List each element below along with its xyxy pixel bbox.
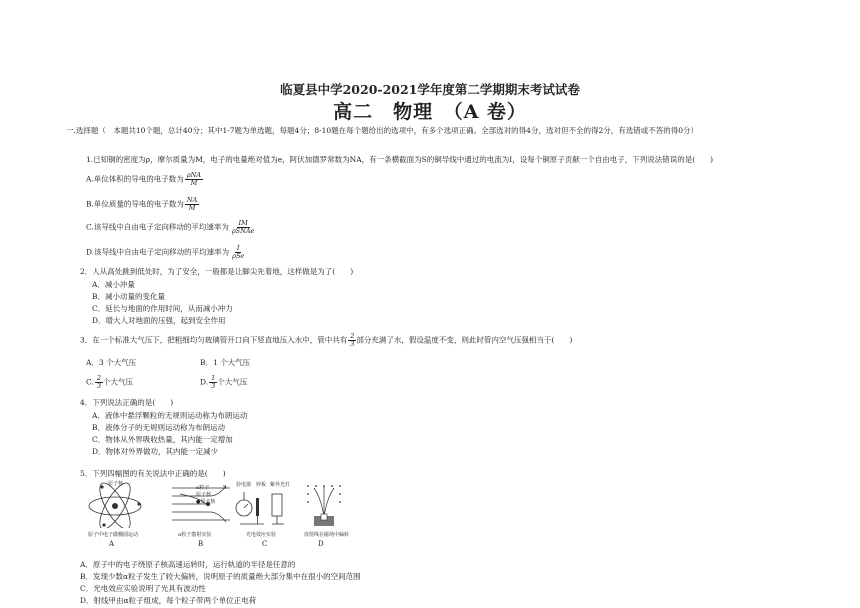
q4-option-b: B．液体分子的无规则运动称为布朗运动 — [92, 423, 226, 432]
q4-option-a: A．液体中悬浮颗粒的无规则运动称为布朗运动 — [92, 411, 248, 420]
q1-option-c-fraction: $\frac{IM}{\text{ρSNAe}}$ — [231, 219, 255, 235]
q5-option-c: C．光电效应实验说明了光具有波动性 — [80, 584, 206, 593]
q1-option-c — [86, 220, 256, 235]
section-instructions: 一.选择题（ 本题共10个题，总计40分；其中1-7题为单选题，每题4分；8-10题在每个题给出的选项中，有多个选项正确。全部选对的得4分，选对但不全的得2分，有选错或不答的得0分） — [66, 126, 698, 135]
fig-b-caption: α粒子散射实验 — [178, 532, 212, 538]
fig-c-label-zinc-plate: 锌板 — [256, 482, 267, 488]
q1-option-a — [86, 172, 203, 187]
q3-option-d-fraction: $\frac{1}{3}$ — [211, 374, 216, 390]
fig-b-label-nucleus: 原子核 — [196, 492, 212, 498]
photoelectric-figure — [234, 488, 290, 528]
fig-a-letter: A — [109, 540, 115, 548]
fig-b-letter: B — [198, 540, 204, 548]
q2-option-b: B．减小动量的变化量 — [92, 292, 166, 301]
q1-stem: 1.已知铜的密度为ρ，摩尔质量为M，电子的电量绝对值为e，阿伏加德罗常数为NA，有一条横截面为S的铜导线中通过的电流为I，设每个铜原子贡献一个自由电子，下列说法错误的是( ) — [86, 155, 714, 164]
q3-option-b: B．1 个大气压 — [200, 358, 251, 367]
q1-option-d-fraction: $\frac{I}{\text{ρSe}}$ — [232, 244, 245, 260]
q3-stem: 3．在一个标准大气压下，把粗细均匀玻璃管开口向下竖直地压入水中，管中共有 $\frac{2}{3}$ 部分充满了水，假设温度不变，则此时管内空气压强相当于( ) — [80, 332, 573, 348]
q1-option-a-text: A.单位体积的导电的电子数为 — [86, 174, 184, 184]
q3-stem-fraction: $\frac{2}{3}$ — [350, 332, 355, 348]
radiation-deflection-figure — [300, 480, 346, 530]
q2-option-a: A．减小冲量 — [92, 280, 135, 289]
q2-option-d: D．增大人对地面的压强，起到安全作用 — [92, 316, 226, 325]
q1-option-b — [86, 197, 199, 212]
q4-option-d: D．物体对外界做功，其内能一定减少 — [92, 447, 219, 456]
q4-option-c: C．物体从外界吸收热量，其内能一定增加 — [92, 435, 233, 444]
fig-c-letter: C — [262, 540, 268, 548]
fig-a-label-nucleus: 原子核 — [108, 481, 124, 487]
q4-stem: 4．下列说法正确的是( ) — [80, 398, 174, 407]
fig-c-label-uv-lamp: 紫外光灯 — [270, 482, 291, 488]
fig-a-caption: 原子中电子做椭圆运动 — [88, 532, 139, 538]
fig-d-caption: 放射线在磁场中偏转 — [304, 532, 350, 538]
q1-option-b-fraction: $\frac{NA}{M}$ — [186, 196, 198, 212]
exam-subtitle: 高二 物理 （A 卷） — [333, 101, 527, 123]
q1-option-d — [86, 245, 246, 260]
q5-option-b: B．发现少数α粒子发生了较大偏转，说明原子的质量绝大部分集中在很小的空间范围 — [80, 572, 361, 581]
q1-option-c-text: C.该导线中自由电子定向移动的平均速率为 — [86, 222, 229, 232]
q5-option-d: D．射线甲由α粒子组成，每个粒子带两个单位正电荷 — [80, 596, 257, 605]
q5-stem: 5．下列四幅图的有关说法中正确的是( ) — [80, 469, 226, 478]
q3-option-d: D. $\frac{1}{3}$ 个大气压 — [200, 374, 248, 390]
q2-stem: 2．人从高处跳到低处时，为了安全，一般都是让脚尖先着地，这样做是为了( ) — [80, 267, 354, 276]
fig-b-label-alpha: α粒子 — [196, 485, 210, 491]
q2-option-c: C．延长与地面的作用时间，从而减小冲力 — [92, 304, 233, 313]
atom-orbit-figure — [84, 480, 146, 528]
exam-title: 临夏县中学2020-2021学年度第二学期期末考试试卷 — [280, 82, 580, 97]
fig-c-label-electroscope: 验电器 — [236, 482, 252, 488]
fig-d-letter: D — [318, 540, 324, 548]
fig-b-label-nucleus-dot: ●原子核 — [196, 499, 216, 505]
q1-option-a-fraction: $\frac{\text{ρNA}}{M}$ — [186, 171, 202, 187]
q3-option-c: C. $\frac{2}{3}$ 个大气压 — [86, 374, 133, 390]
q5-option-a: A．原子中的电子绕原子核高速运转时，运行轨道的半径是任意的 — [80, 560, 296, 569]
fig-c-caption: 光电效应实验 — [246, 532, 277, 538]
q1-option-b-text: B.单位质量的导电的电子数为 — [86, 199, 184, 209]
q1-option-d-text: D.该导线中自由电子定向移动的平均速率为 — [86, 247, 230, 257]
q3-option-a: A．3 个大气压 — [86, 358, 137, 367]
q3-option-c-fraction: $\frac{2}{3}$ — [96, 374, 101, 390]
